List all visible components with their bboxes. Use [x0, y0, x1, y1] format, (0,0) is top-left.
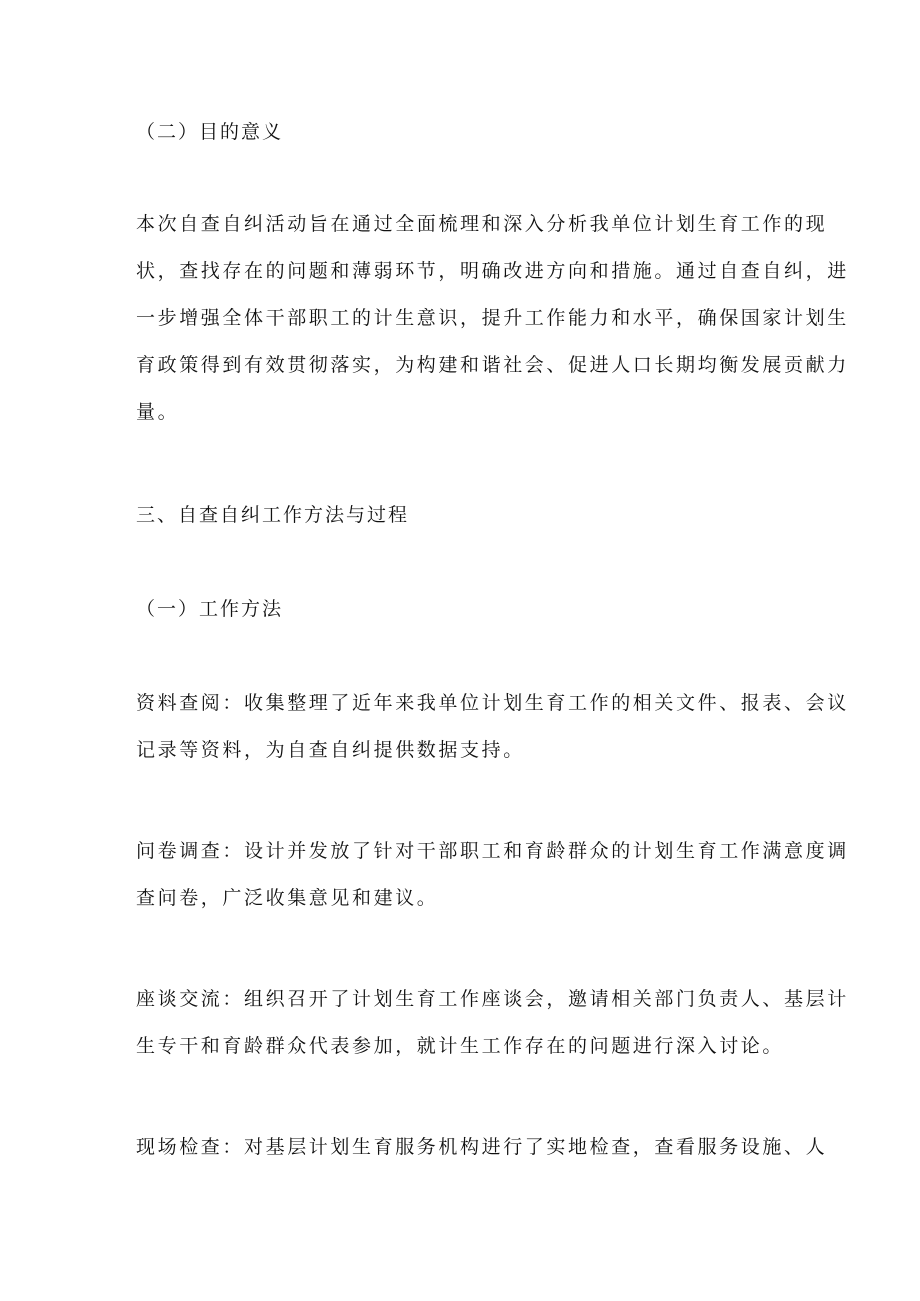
- paragraph-line: 现场检查：对基层计划生育服务机构进行了实地检查，查看服务设施、人: [136, 1136, 828, 1158]
- paragraph-document-review: [136, 680, 849, 774]
- paragraph-questionnaire: [136, 828, 849, 922]
- section-heading-purpose: （二）目的意义: [136, 121, 284, 143]
- subsection-heading-methods: （一）工作方法: [136, 598, 284, 620]
- paragraph-line: 本次自查自纠活动旨在通过全面梳理和深入分析我单位计划生育工作的现: [136, 213, 828, 235]
- paragraph-site-inspection: [136, 1124, 828, 1171]
- paragraph-line: 资料查阅：收集整理了近年来我单位计划生育工作的相关文件、报表、会议: [136, 692, 849, 714]
- paragraph-line: 问卷调查：设计并发放了针对干部职工和育龄群众的计划生育工作满意度调: [136, 840, 849, 862]
- paragraph-line: 量。: [136, 401, 180, 423]
- paragraph-line: 一步增强全体干部职工的计生意识，提升工作能力和水平，确保国家计划生: [136, 307, 849, 329]
- paragraph-line: 查问卷，广泛收集意见和建议。: [136, 887, 439, 909]
- paragraph-line: 座谈交流：组织召开了计划生育工作座谈会，邀请相关部门负责人、基层计: [136, 988, 849, 1010]
- paragraph-line: 生专干和育龄群众代表参加，就计生工作存在的问题进行深入讨论。: [136, 1035, 785, 1057]
- paragraph-line: 状，查找存在的问题和薄弱环节，明确改进方向和措施。通过自查自纠，进: [136, 260, 849, 282]
- section-heading-methods-process: 三、自查自纠工作方法与过程: [136, 504, 410, 526]
- paragraph-line: 育政策得到有效贯彻落实，为构建和谐社会、促进人口长期均衡发展贡献力: [136, 354, 849, 376]
- paragraph-purpose: [136, 201, 849, 436]
- paragraph-discussion: [136, 976, 849, 1070]
- paragraph-line: 记录等资料，为自查自纠提供数据支持。: [136, 739, 525, 761]
